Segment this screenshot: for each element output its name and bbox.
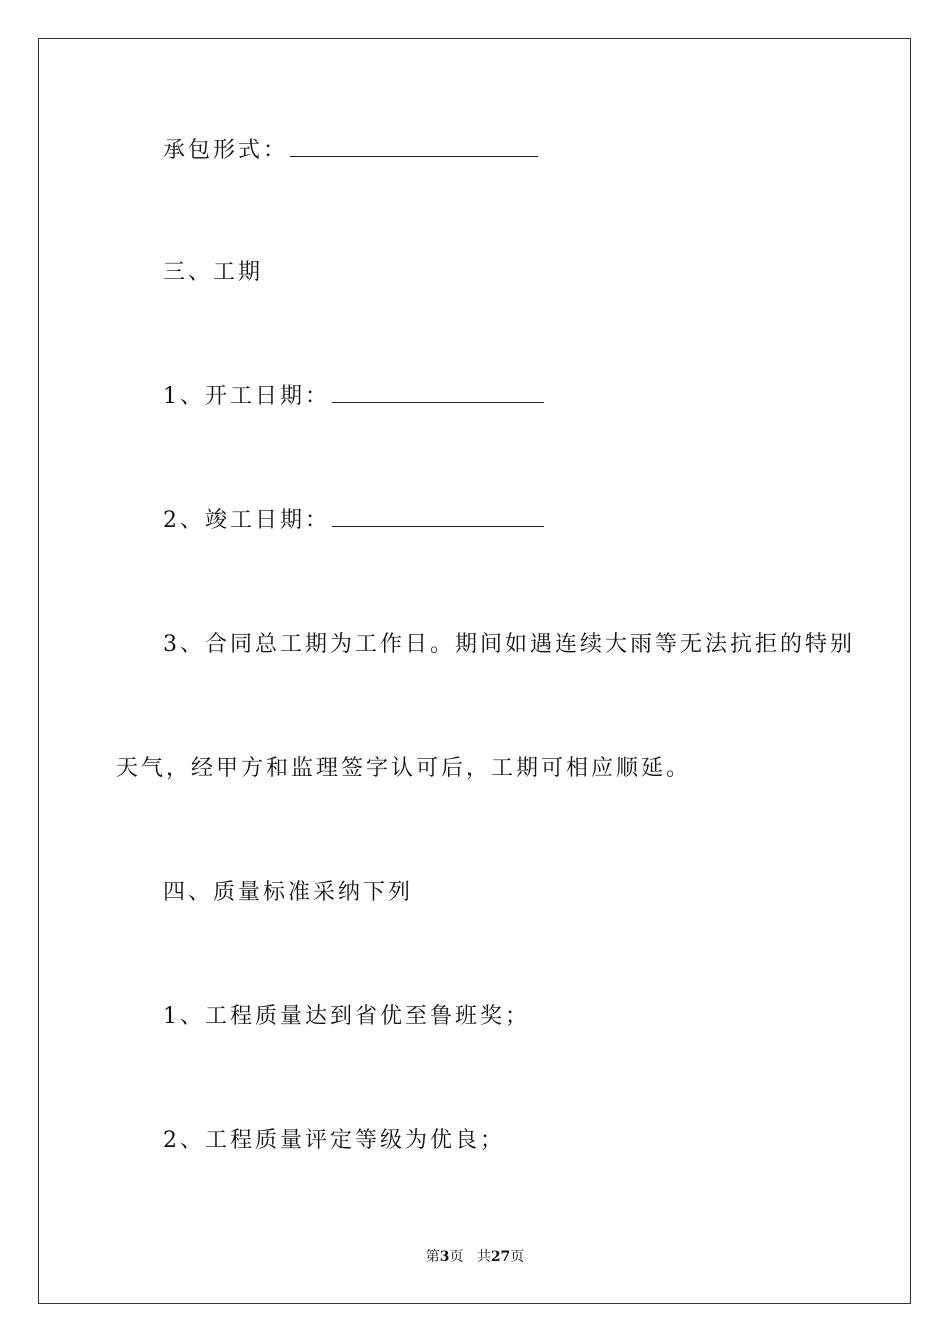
duration-clause-line-1: 3、合同总工期为工作日。期间如遇连续大雨等无法抗拒的特别 — [163, 632, 855, 657]
page-footer — [0, 1247, 950, 1267]
footer-page-prefix: 第 — [425, 1249, 440, 1265]
section-3-heading: 三、工期 — [163, 260, 264, 285]
quality-item-2: 2、工程质量评定等级为优良； — [163, 1128, 505, 1153]
footer-page-number: 3 — [439, 1249, 450, 1265]
end-date-label: 2、竣工日期： — [163, 508, 330, 533]
start-date-line — [163, 382, 544, 412]
page-border — [38, 38, 911, 1304]
start-date-label: 1、开工日期： — [163, 384, 330, 409]
footer-total-prefix: 共 — [476, 1249, 491, 1265]
footer-total-suffix: 页 — [510, 1249, 525, 1265]
end-date-line — [163, 506, 544, 536]
start-date-blank[interactable] — [332, 384, 544, 403]
duration-clause-line-2: 天气，经甲方和监理签字认可后，工期可相应顺延。 — [116, 756, 692, 781]
footer-total-pages: 27 — [490, 1249, 511, 1265]
contract-form-label: 承包形式： — [163, 138, 289, 163]
section-4-heading: 四、质量标准采纳下列 — [163, 880, 414, 905]
end-date-blank[interactable] — [332, 508, 544, 527]
contract-form-blank[interactable] — [290, 138, 538, 157]
quality-item-1: 1、工程质量达到省优至鲁班奖； — [163, 1004, 530, 1029]
contract-form-line — [163, 136, 538, 166]
footer-page-suffix: 页 — [449, 1249, 464, 1265]
